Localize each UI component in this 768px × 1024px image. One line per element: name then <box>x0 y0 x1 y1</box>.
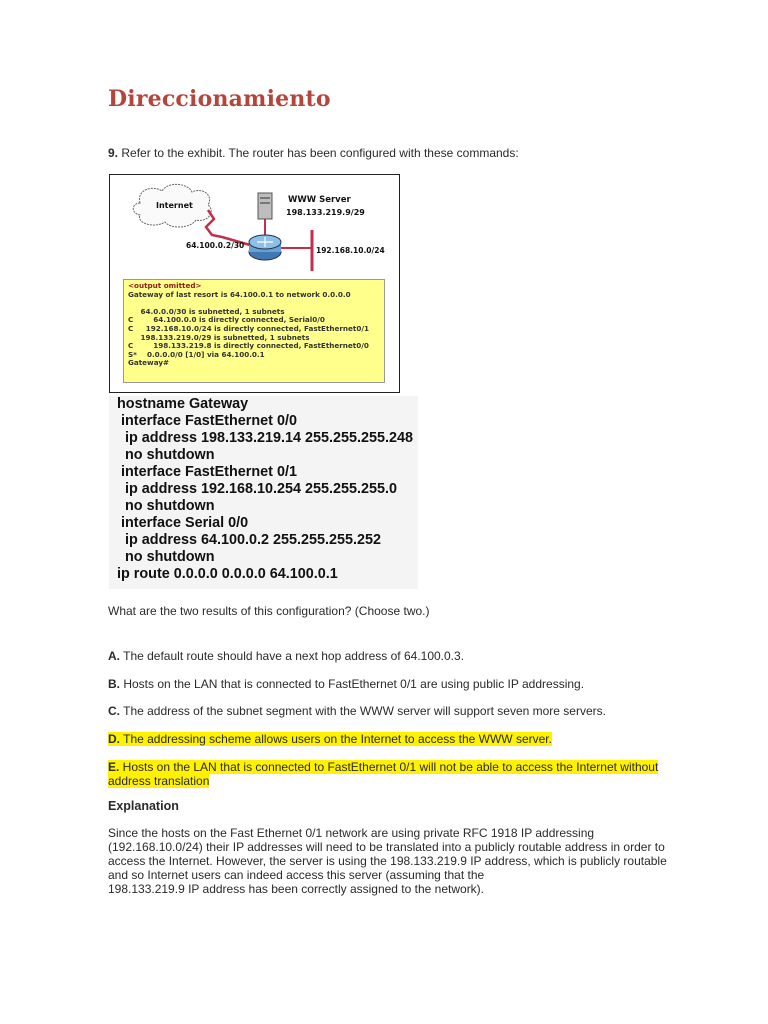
option-e-highlight: E. Hosts on the LAN that is connected to FastEthernet 0/1 will not be able to access the Internet without <box>108 760 659 774</box>
console-line: C 192.168.10.0/24 is directly connected, FastEthernet0/1 <box>128 323 369 333</box>
lan-ip: 192.168.10.0/24 <box>316 246 385 255</box>
config-line: interface FastEthernet 0/0 <box>117 413 297 429</box>
config-line: ip address 64.100.0.2 255.255.255.252 <box>117 532 382 548</box>
page-title: Direccionamiento <box>108 86 331 112</box>
config-line: no shutdown <box>117 447 215 463</box>
explanation-line: and so Internet users can indeed access this server (assuming that the <box>108 868 485 882</box>
router-config-block <box>109 396 418 589</box>
option-c: C. The address of the subnet segment with the WWW server will support seven more servers. <box>108 704 606 718</box>
config-line: ip address 192.168.10.254 255.255.255.0 <box>117 481 398 497</box>
network-exhibit <box>109 174 400 393</box>
option-e: E. Hosts on the LAN that is connected to FastEthernet 0/1 will not be able to access the Internet without address translation <box>108 760 659 788</box>
console-line: C 64.100.0.0 is directly connected, Serial0/0 <box>128 315 325 325</box>
console-line: 198.133.219.0/29 is subnetted, 1 subnets <box>128 332 310 342</box>
question-prompt: What are the two results of this configuration? (Choose two.) <box>108 604 430 618</box>
serial-ip: 64.100.0.2/30 <box>186 241 245 250</box>
config-line: interface Serial 0/0 <box>117 515 249 531</box>
question-number: 9. <box>108 146 119 160</box>
option-d <box>108 732 552 746</box>
explanation-line: 198.133.219.9 IP address has been correctly assigned to the network). <box>108 882 485 896</box>
config-line: ip address 198.133.219.14 255.255.255.248 <box>117 430 414 446</box>
server-ip: 198.133.219.9/29 <box>286 208 365 217</box>
console-line: S* 0.0.0.0/0 [1/0] via 64.100.0.1 <box>128 349 265 359</box>
option-b: B. Hosts on the LAN that is connected to FastEthernet 0/1 are using public IP addressing. <box>108 677 585 691</box>
serial-link <box>206 210 250 245</box>
option-d-highlight: D. The addressing scheme allows users on the Internet to access the WWW server. <box>108 732 552 746</box>
explanation-body <box>108 826 668 896</box>
question-text <box>108 146 519 160</box>
config-line: no shutdown <box>117 549 215 565</box>
www-server-icon <box>258 193 272 219</box>
config-line: no shutdown <box>117 498 215 514</box>
server-title: WWW Server <box>288 195 351 205</box>
console-line: C 198.133.219.8 is directly connected, FastEthernet0/0 <box>128 341 369 351</box>
explanation-line: access the Internet. However, the server is using the 198.133.219.9 IP address, which is publicly routable <box>108 854 667 868</box>
cloud-label: Internet <box>156 201 193 210</box>
config-line: interface FastEthernet 0/1 <box>117 464 297 480</box>
config-line: hostname Gateway <box>117 396 249 412</box>
console-line: Gateway# <box>128 358 170 368</box>
router-output-console <box>123 279 385 383</box>
explanation-line: (192.168.10.0/24) their IP addresses will need to be translated into a publicly routable address in order to <box>108 840 665 854</box>
option-a: A. The default route should have a next hop address of 64.100.0.3. <box>108 649 465 663</box>
console-line: Gateway of last resort is 64.100.0.1 to network 0.0.0.0 <box>128 289 351 299</box>
config-line: ip route 0.0.0.0 0.0.0.0 64.100.0.1 <box>117 566 338 582</box>
explanation-heading: Explanation <box>108 799 179 813</box>
console-line: 64.0.0.0/30 is subnetted, 1 subnets <box>128 306 285 316</box>
question-body: Refer to the exhibit. The router has been configured with these commands: <box>118 146 519 160</box>
explanation-line: Since the hosts on the Fast Ethernet 0/1 network are using private RFC 1918 IP addressing <box>108 826 595 840</box>
console-line: <output omitted> <box>128 281 202 290</box>
